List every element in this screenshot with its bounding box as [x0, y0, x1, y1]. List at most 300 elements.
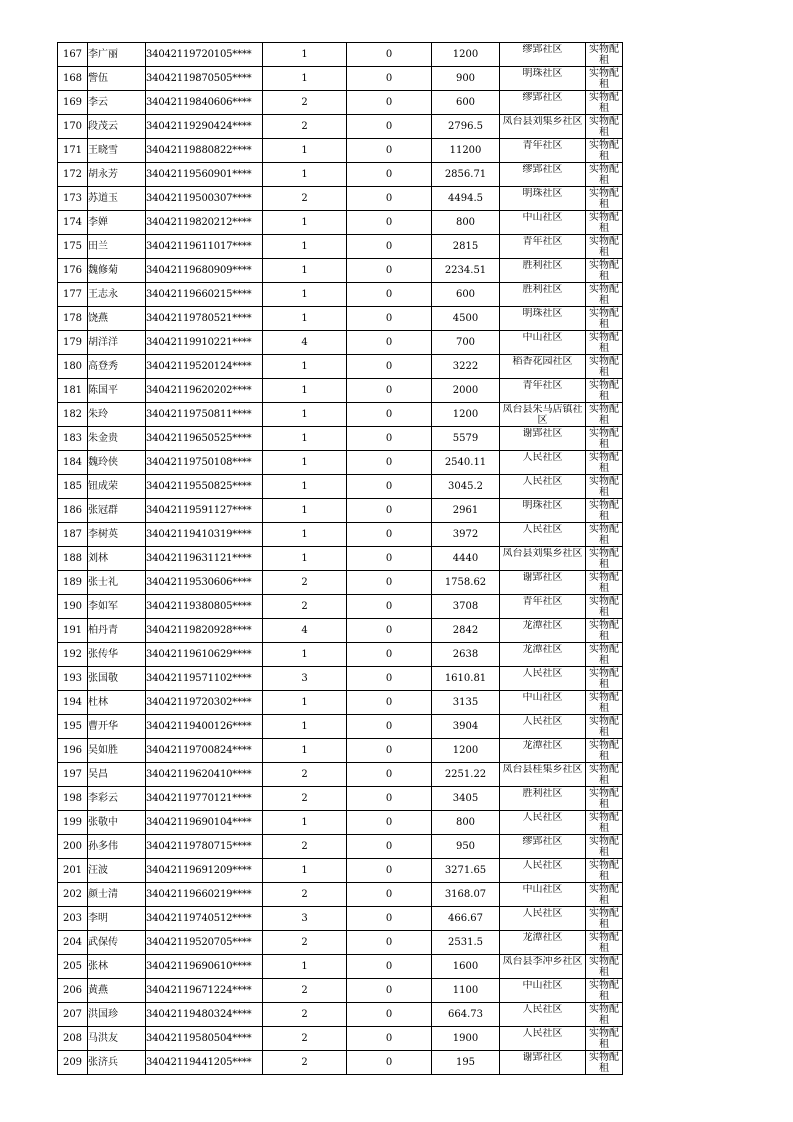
secondary-count: 0: [347, 67, 432, 91]
community-name: [500, 451, 586, 475]
allocation-type: 实物配租: [586, 763, 623, 787]
row-number: 209: [58, 1051, 88, 1075]
table-row: [58, 1003, 623, 1027]
id-number: 34042119690104****: [146, 811, 263, 835]
allocation-type: 实物配租: [586, 859, 623, 883]
row-number: 185: [58, 475, 88, 499]
allocation-type: 实物配租: [586, 475, 623, 499]
allocation-type: 实物配租: [586, 619, 623, 643]
community-name-text: 龙潭社区: [522, 643, 563, 655]
allocation-type: 实物配租: [586, 499, 623, 523]
row-number: 198: [58, 787, 88, 811]
secondary-count: 0: [347, 955, 432, 979]
id-number: 34042119910221****: [146, 331, 263, 355]
household-size: 1: [263, 691, 347, 715]
amount-value: 2856.71: [432, 163, 500, 187]
household-size: 1: [263, 283, 347, 307]
table-row: [58, 787, 623, 811]
community-name-text: 中山社区: [522, 883, 563, 895]
table-row: [58, 259, 623, 283]
table-row: [58, 691, 623, 715]
id-number: 34042119870505****: [146, 67, 263, 91]
amount-value: 2000: [432, 379, 500, 403]
id-number: 34042119631121****: [146, 547, 263, 571]
resident-name: 李明: [88, 907, 146, 931]
household-size: 4: [263, 331, 347, 355]
table-row: [58, 979, 623, 1003]
allocation-type: 实物配租: [586, 1027, 623, 1051]
household-size: 1: [263, 547, 347, 571]
community-name: [500, 499, 586, 523]
amount-value: 2638: [432, 643, 500, 667]
secondary-count: 0: [347, 235, 432, 259]
id-number: 34042119441205****: [146, 1051, 263, 1075]
amount-value: 2251.22: [432, 763, 500, 787]
community-name: [500, 763, 586, 787]
household-size: 2: [263, 91, 347, 115]
community-name-text: 胜利社区: [522, 787, 563, 799]
household-size: 1: [263, 427, 347, 451]
row-number: 196: [58, 739, 88, 763]
community-name: [500, 955, 586, 979]
row-number: 189: [58, 571, 88, 595]
id-number: 34042119380805****: [146, 595, 263, 619]
amount-value: 2842: [432, 619, 500, 643]
allocation-type: 实物配租: [586, 739, 623, 763]
community-name: [500, 643, 586, 667]
secondary-count: 0: [347, 307, 432, 331]
id-number: 34042119480324****: [146, 1003, 263, 1027]
amount-value: 4494.5: [432, 187, 500, 211]
resident-name: 张士礼: [88, 571, 146, 595]
resident-name: 刘林: [88, 547, 146, 571]
community-name-text: 人民社区: [522, 667, 563, 679]
id-number: 34042119691209****: [146, 859, 263, 883]
secondary-count: 0: [347, 547, 432, 571]
secondary-count: 0: [347, 43, 432, 67]
row-number: 170: [58, 115, 88, 139]
allocation-type: 实物配租: [586, 547, 623, 571]
row-number: 169: [58, 91, 88, 115]
table-row: [58, 331, 623, 355]
table-row: [58, 667, 623, 691]
community-name: [500, 91, 586, 115]
community-name: [500, 619, 586, 643]
amount-value: 1900: [432, 1027, 500, 1051]
secondary-count: 0: [347, 643, 432, 667]
resident-name: 朱金贵: [88, 427, 146, 451]
community-name-text: 人民社区: [522, 1003, 563, 1015]
community-name-text: 凤台县刘集乡社区: [502, 547, 583, 559]
allocation-type: 实物配租: [586, 379, 623, 403]
id-number: 34042119720302****: [146, 691, 263, 715]
row-number: 190: [58, 595, 88, 619]
table-row: [58, 619, 623, 643]
resident-name: 李如军: [88, 595, 146, 619]
amount-value: 2531.5: [432, 931, 500, 955]
household-size: 2: [263, 979, 347, 1003]
community-name: [500, 355, 586, 379]
id-number: 34042119820928****: [146, 619, 263, 643]
community-name: [500, 595, 586, 619]
amount-value: 664.73: [432, 1003, 500, 1027]
row-number: 173: [58, 187, 88, 211]
table-row: [58, 739, 623, 763]
id-number: 34042119820212****: [146, 211, 263, 235]
table-row: [58, 907, 623, 931]
community-name: [500, 307, 586, 331]
row-number: 180: [58, 355, 88, 379]
resident-name: 汪波: [88, 859, 146, 883]
secondary-count: 0: [347, 811, 432, 835]
allocation-type: 实物配租: [586, 787, 623, 811]
secondary-count: 0: [347, 859, 432, 883]
id-number: 34042119671224****: [146, 979, 263, 1003]
housing-allocation-table: [57, 42, 623, 1075]
community-name: [500, 691, 586, 715]
secondary-count: 0: [347, 883, 432, 907]
resident-name: 李云: [88, 91, 146, 115]
household-size: 1: [263, 307, 347, 331]
amount-value: 3271.65: [432, 859, 500, 883]
household-size: 1: [263, 403, 347, 427]
id-number: 34042119500307****: [146, 187, 263, 211]
resident-name: 饶燕: [88, 307, 146, 331]
community-name-text: 人民社区: [522, 811, 563, 823]
community-name-text: 龙潭社区: [522, 619, 563, 631]
row-number: 202: [58, 883, 88, 907]
community-name: [500, 67, 586, 91]
amount-value: 800: [432, 211, 500, 235]
resident-name: 陈国平: [88, 379, 146, 403]
table-row: [58, 571, 623, 595]
table-row: [58, 763, 623, 787]
household-size: 1: [263, 499, 347, 523]
community-name: [500, 427, 586, 451]
resident-name: 吴如胜: [88, 739, 146, 763]
table-row: [58, 883, 623, 907]
table-row: [58, 427, 623, 451]
table-row: [58, 283, 623, 307]
community-name-text: 缪郢社区: [522, 163, 563, 175]
resident-name: 颜士清: [88, 883, 146, 907]
allocation-type: 实物配租: [586, 931, 623, 955]
community-name: [500, 283, 586, 307]
amount-value: 2540.11: [432, 451, 500, 475]
row-number: 201: [58, 859, 88, 883]
row-number: 208: [58, 1027, 88, 1051]
household-size: 2: [263, 787, 347, 811]
household-size: 1: [263, 379, 347, 403]
resident-name: 张济兵: [88, 1051, 146, 1075]
household-size: 1: [263, 163, 347, 187]
community-name: [500, 523, 586, 547]
id-number: 34042119740512****: [146, 907, 263, 931]
row-number: 193: [58, 667, 88, 691]
allocation-type: 实物配租: [586, 403, 623, 427]
community-name: [500, 379, 586, 403]
community-name-text: 稻香花园社区: [512, 355, 573, 367]
resident-name: 高登秀: [88, 355, 146, 379]
secondary-count: 0: [347, 619, 432, 643]
secondary-count: 0: [347, 379, 432, 403]
community-name-text: 凤台县桂集乡社区: [502, 763, 583, 775]
allocation-type: 实物配租: [586, 331, 623, 355]
resident-name: 张国敬: [88, 667, 146, 691]
community-name: [500, 931, 586, 955]
community-name: [500, 571, 586, 595]
resident-name: 魏玲侠: [88, 451, 146, 475]
amount-value: 3405: [432, 787, 500, 811]
table-row: [58, 835, 623, 859]
community-name: [500, 835, 586, 859]
id-number: 34042119750811****: [146, 403, 263, 427]
amount-value: 1610.81: [432, 667, 500, 691]
table-row: [58, 211, 623, 235]
row-number: 177: [58, 283, 88, 307]
table-row: [58, 43, 623, 67]
row-number: 175: [58, 235, 88, 259]
resident-name: 孙多伟: [88, 835, 146, 859]
community-name: [500, 259, 586, 283]
resident-name: 武保传: [88, 931, 146, 955]
allocation-type: 实物配租: [586, 835, 623, 859]
amount-value: 3904: [432, 715, 500, 739]
table-row: [58, 811, 623, 835]
community-name-text: 胜利社区: [522, 283, 563, 295]
secondary-count: 0: [347, 715, 432, 739]
community-name: [500, 667, 586, 691]
community-name: [500, 1051, 586, 1075]
household-size: 2: [263, 835, 347, 859]
resident-name: 张敬中: [88, 811, 146, 835]
id-number: 34042119720105****: [146, 43, 263, 67]
amount-value: 600: [432, 283, 500, 307]
id-number: 34042119750108****: [146, 451, 263, 475]
community-name-text: 人民社区: [522, 475, 563, 487]
community-name: [500, 163, 586, 187]
secondary-count: 0: [347, 331, 432, 355]
household-size: 1: [263, 523, 347, 547]
household-size: 1: [263, 859, 347, 883]
table-row: [58, 307, 623, 331]
table-row: [58, 67, 623, 91]
row-number: 206: [58, 979, 88, 1003]
secondary-count: 0: [347, 403, 432, 427]
community-name-text: 明珠社区: [522, 499, 563, 511]
table-row: [58, 643, 623, 667]
secondary-count: 0: [347, 835, 432, 859]
household-size: 2: [263, 1003, 347, 1027]
amount-value: 700: [432, 331, 500, 355]
community-name: [500, 403, 586, 427]
community-name: [500, 859, 586, 883]
id-number: 34042119580504****: [146, 1027, 263, 1051]
household-size: 2: [263, 763, 347, 787]
allocation-type: 实物配租: [586, 163, 623, 187]
amount-value: 1100: [432, 979, 500, 1003]
row-number: 192: [58, 643, 88, 667]
community-name-text: 中山社区: [522, 211, 563, 223]
secondary-count: 0: [347, 763, 432, 787]
community-name-text: 中山社区: [522, 331, 563, 343]
community-name: [500, 787, 586, 811]
id-number: 34042119560901****: [146, 163, 263, 187]
row-number: 205: [58, 955, 88, 979]
row-number: 191: [58, 619, 88, 643]
id-number: 34042119571102****: [146, 667, 263, 691]
id-number: 34042119550825****: [146, 475, 263, 499]
row-number: 167: [58, 43, 88, 67]
row-number: 197: [58, 763, 88, 787]
community-name-text: 龙潭社区: [522, 931, 563, 943]
resident-name: 胡永芳: [88, 163, 146, 187]
community-name: [500, 1027, 586, 1051]
table-row: [58, 1027, 623, 1051]
household-size: 1: [263, 235, 347, 259]
secondary-count: 0: [347, 691, 432, 715]
resident-name: 张林: [88, 955, 146, 979]
id-number: 34042119620410****: [146, 763, 263, 787]
amount-value: 2815: [432, 235, 500, 259]
resident-name: 李广丽: [88, 43, 146, 67]
household-size: 3: [263, 667, 347, 691]
row-number: 204: [58, 931, 88, 955]
resident-name: 洪国珍: [88, 1003, 146, 1027]
allocation-type: 实物配租: [586, 979, 623, 1003]
secondary-count: 0: [347, 499, 432, 523]
table-row: [58, 475, 623, 499]
row-number: 182: [58, 403, 88, 427]
row-number: 188: [58, 547, 88, 571]
resident-name: 李婵: [88, 211, 146, 235]
allocation-type: 实物配租: [586, 67, 623, 91]
id-number: 34042119520705****: [146, 931, 263, 955]
community-name-text: 人民社区: [522, 859, 563, 871]
id-number: 34042119690610****: [146, 955, 263, 979]
row-number: 174: [58, 211, 88, 235]
household-size: 1: [263, 643, 347, 667]
amount-value: 466.67: [432, 907, 500, 931]
secondary-count: 0: [347, 91, 432, 115]
table-row: [58, 499, 623, 523]
table-row: [58, 187, 623, 211]
community-name-text: 凤台县刘集乡社区: [502, 115, 583, 127]
community-name-text: 凤台县朱马店镇社区: [502, 403, 583, 426]
row-number: 203: [58, 907, 88, 931]
secondary-count: 0: [347, 115, 432, 139]
amount-value: 3168.07: [432, 883, 500, 907]
household-size: 1: [263, 355, 347, 379]
secondary-count: 0: [347, 907, 432, 931]
allocation-type: 实物配租: [586, 1051, 623, 1075]
table-row: [58, 859, 623, 883]
secondary-count: 0: [347, 739, 432, 763]
row-number: 184: [58, 451, 88, 475]
community-name-text: 人民社区: [522, 523, 563, 535]
allocation-type: 实物配租: [586, 811, 623, 835]
id-number: 34042119620202****: [146, 379, 263, 403]
allocation-type: 实物配租: [586, 211, 623, 235]
community-name: [500, 883, 586, 907]
secondary-count: 0: [347, 931, 432, 955]
id-number: 34042119680909****: [146, 259, 263, 283]
community-name-text: 青年社区: [522, 595, 563, 607]
secondary-count: 0: [347, 1051, 432, 1075]
community-name: [500, 739, 586, 763]
community-name-text: 人民社区: [522, 451, 563, 463]
row-number: 194: [58, 691, 88, 715]
secondary-count: 0: [347, 283, 432, 307]
community-name-text: 明珠社区: [522, 67, 563, 79]
household-size: 1: [263, 139, 347, 163]
community-name: [500, 235, 586, 259]
allocation-type: 实物配租: [586, 91, 623, 115]
id-number: 34042119700824****: [146, 739, 263, 763]
table-row: [58, 139, 623, 163]
secondary-count: 0: [347, 139, 432, 163]
id-number: 34042119410319****: [146, 523, 263, 547]
row-number: 207: [58, 1003, 88, 1027]
community-name: [500, 115, 586, 139]
community-name-text: 谢郢社区: [522, 571, 563, 583]
allocation-type: 实物配租: [586, 355, 623, 379]
table-row: [58, 355, 623, 379]
allocation-type: 实物配租: [586, 235, 623, 259]
household-size: 2: [263, 931, 347, 955]
community-name-text: 明珠社区: [522, 187, 563, 199]
amount-value: 1200: [432, 739, 500, 763]
household-size: 1: [263, 475, 347, 499]
household-size: 1: [263, 715, 347, 739]
table-row: [58, 955, 623, 979]
community-name: [500, 979, 586, 1003]
allocation-type: 实物配租: [586, 955, 623, 979]
table-row: [58, 163, 623, 187]
secondary-count: 0: [347, 1003, 432, 1027]
resident-name: 段茂云: [88, 115, 146, 139]
row-number: 179: [58, 331, 88, 355]
id-number: 34042119880822****: [146, 139, 263, 163]
row-number: 181: [58, 379, 88, 403]
community-name: [500, 43, 586, 67]
allocation-type: 实物配租: [586, 571, 623, 595]
community-name-text: 龙潭社区: [522, 739, 563, 751]
id-number: 34042119400126****: [146, 715, 263, 739]
amount-value: 3045.2: [432, 475, 500, 499]
community-name-text: 人民社区: [522, 715, 563, 727]
table-row: [58, 379, 623, 403]
secondary-count: 0: [347, 667, 432, 691]
amount-value: 800: [432, 811, 500, 835]
secondary-count: 0: [347, 211, 432, 235]
amount-value: 3135: [432, 691, 500, 715]
resident-name: 杜林: [88, 691, 146, 715]
community-name-text: 人民社区: [522, 1027, 563, 1039]
household-size: 2: [263, 115, 347, 139]
secondary-count: 0: [347, 259, 432, 283]
id-number: 34042119840606****: [146, 91, 263, 115]
community-name-text: 谢郢社区: [522, 427, 563, 439]
amount-value: 11200: [432, 139, 500, 163]
id-number: 34042119591127****: [146, 499, 263, 523]
table-row: [58, 403, 623, 427]
amount-value: 2796.5: [432, 115, 500, 139]
resident-name: 訾伍: [88, 67, 146, 91]
row-number: 183: [58, 427, 88, 451]
allocation-type: 实物配租: [586, 643, 623, 667]
household-size: 2: [263, 1051, 347, 1075]
